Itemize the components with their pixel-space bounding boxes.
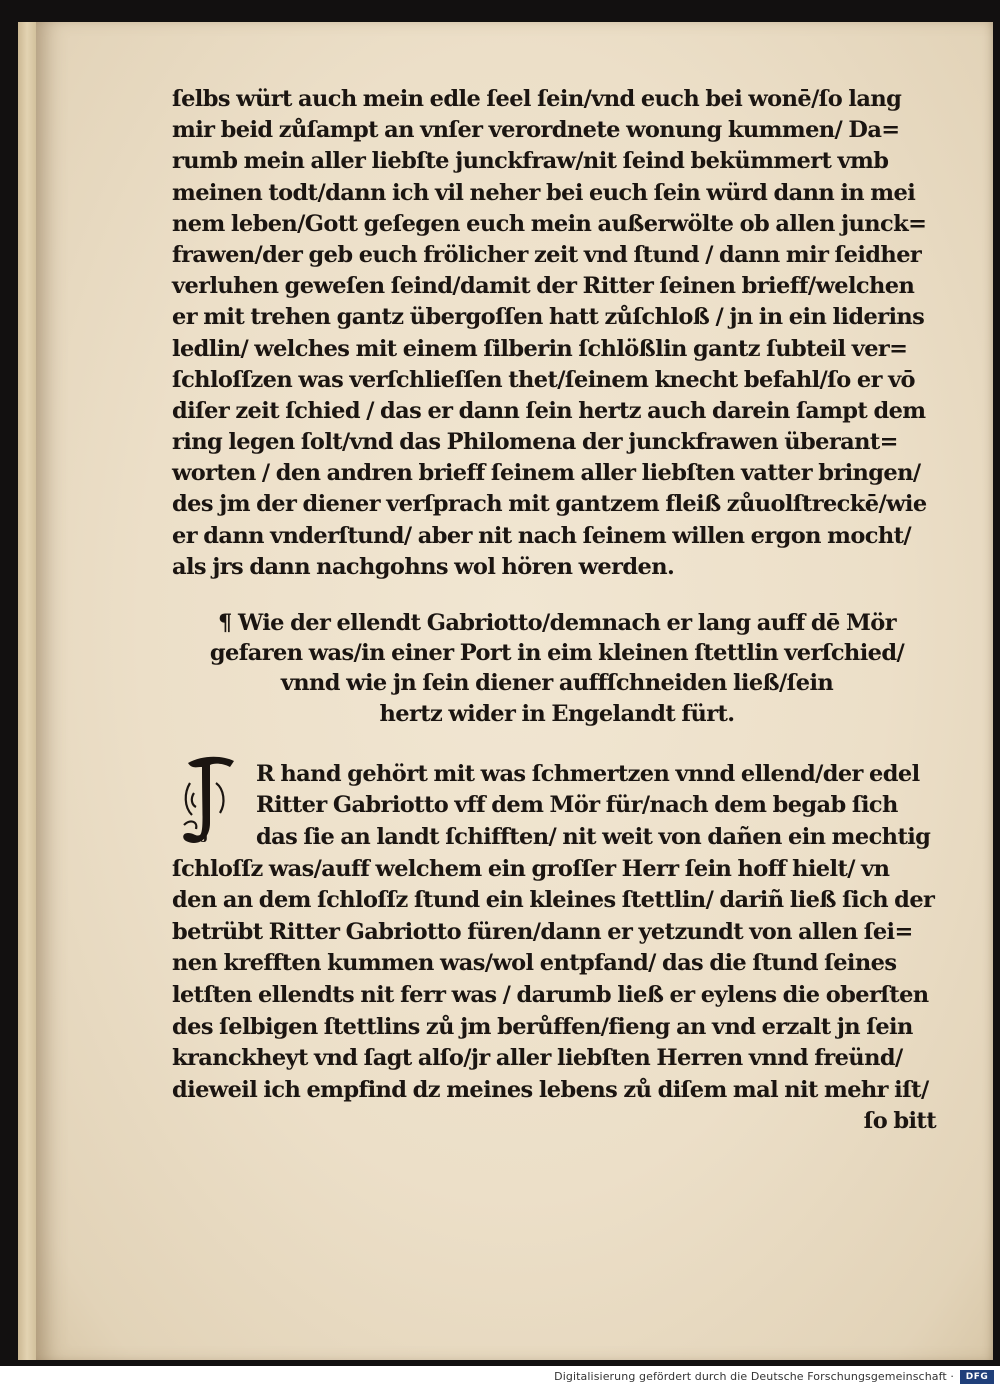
heading-line: ¶ Wie der ellendt Gabriotto/demnach er lang auff dē Mör — [218, 610, 896, 636]
heading-line: hertz wider in Engelandt fürt. — [379, 700, 735, 727]
body-line: des jm der diener verſprach mit gantzem fleiß zůuolſtreckē/wie — [172, 491, 927, 518]
body-line: mir beid zůſampt an vnſer verordnete wonung kummen/ Da= — [172, 117, 900, 144]
chapter-line: das ſie an landt ſchifften/ nit weit von dañen ein mechtig — [256, 823, 931, 850]
heading-line: vnnd wie jn ſein diener auffſchneiden ließ/ſein — [280, 670, 834, 697]
body-line: ſelbs würt auch mein edle ſeel ſein/vnd euch bei wonē/ſo lang — [172, 86, 902, 112]
chapter-line: den an dem ſchloſſz ſtund ein kleines ſtettlin/ dariñ ließ ſich der — [172, 887, 935, 914]
body-line: er mit trehen gantz übergoſſen hatt zůſchloß / jn in ein liderins — [172, 304, 925, 331]
chapter-line: letſten ellendts nit ferr was / darumb ließ er eylens die oberſten — [172, 981, 929, 1008]
body-line: er dann vnderſtund/ aber nit nach ſeinem willen ergon mocht/ — [172, 522, 912, 549]
body-line: nem leben/Gott geſegen euch mein außerwölte ob allen junck= — [172, 210, 927, 237]
chapter-text — [172, 759, 942, 1138]
chapter-line: des ſelbigen ſtettlins zů jm berůffen/fieng an vnd erzalt jn ſein — [172, 1013, 913, 1040]
heading-line: gefaren was/in einer Port in eim kleinen ſtettlin verſchied/ — [209, 640, 905, 667]
body-line: verluhen geweſen ſeind/damit der Ritter ſeinen brieff/welchen — [172, 273, 915, 300]
catchword: ſo bitt — [863, 1108, 936, 1135]
chapter-line: kranckheyt vnd ſagt alſo/jr aller liebſten Herren vnnd freünd/ — [172, 1045, 903, 1072]
body-line: ledlin/ welches mit einem ſilberin ſchlößlin gantz ſubteil ver= — [172, 335, 908, 362]
chapter-line: dieweil ich empfind dz meines lebens zů diſem mal nit mehr iſt/ — [172, 1076, 929, 1103]
body-line: diſer zeit ſchied / das er dann ſein hertz auch darein ſampt dem — [172, 397, 926, 424]
funding-notice: Digitalisierung gefördert durch die Deutsche Forschungsgemeinschaft · — [554, 1370, 954, 1383]
body-line: ſchloſſzen was verſchlieſſen thet/ſeinem knecht befahl/ſo er vō — [172, 366, 915, 393]
body-line: frawen/der geb euch frölicher zeit vnd ſtund / dann mir ſeidher — [172, 241, 922, 268]
footer-bar — [0, 1366, 1000, 1388]
dfg-logo: DFG — [960, 1370, 994, 1384]
body-line: meinen todt/dann ich vil neher bei euch ſein würd dann in mei — [172, 179, 916, 206]
chapter-line: nen krefften kummen was/wol entpfand/ das die ſtund ſeines — [172, 950, 897, 977]
chapter-line: R hand gehört mit was ſchmertzen vnnd ellend/der edel — [256, 760, 920, 787]
body-text — [172, 84, 942, 583]
body-line: ring legen ſolt/vnd das Philomena der junckfrawen überant= — [172, 429, 898, 456]
chapter-line: ſchloſſz was/auff welchem ein groſſer Herr ſein hoff hielt/ vn — [172, 855, 890, 882]
body-line: rumb mein aller liebſte junckfraw/nit ſeind bekümmert vmb — [172, 148, 889, 175]
chapter-heading — [172, 608, 942, 729]
chapter-line: Ritter Gabriotto vff dem Mör für/nach dem begab ſich — [256, 792, 898, 819]
chapter-line: betrübt Ritter Gabriotto füren/dann er yetzundt von allen ſei= — [172, 918, 913, 945]
body-line: worten / den andren brieff ſeinem aller liebſten vatter bringen/ — [172, 460, 921, 487]
page-text — [172, 84, 942, 1138]
initial-letter: J — [202, 826, 209, 843]
decorated-initial — [180, 753, 238, 849]
body-line: als jrs dann nachgohns wol hören werden. — [172, 553, 675, 580]
